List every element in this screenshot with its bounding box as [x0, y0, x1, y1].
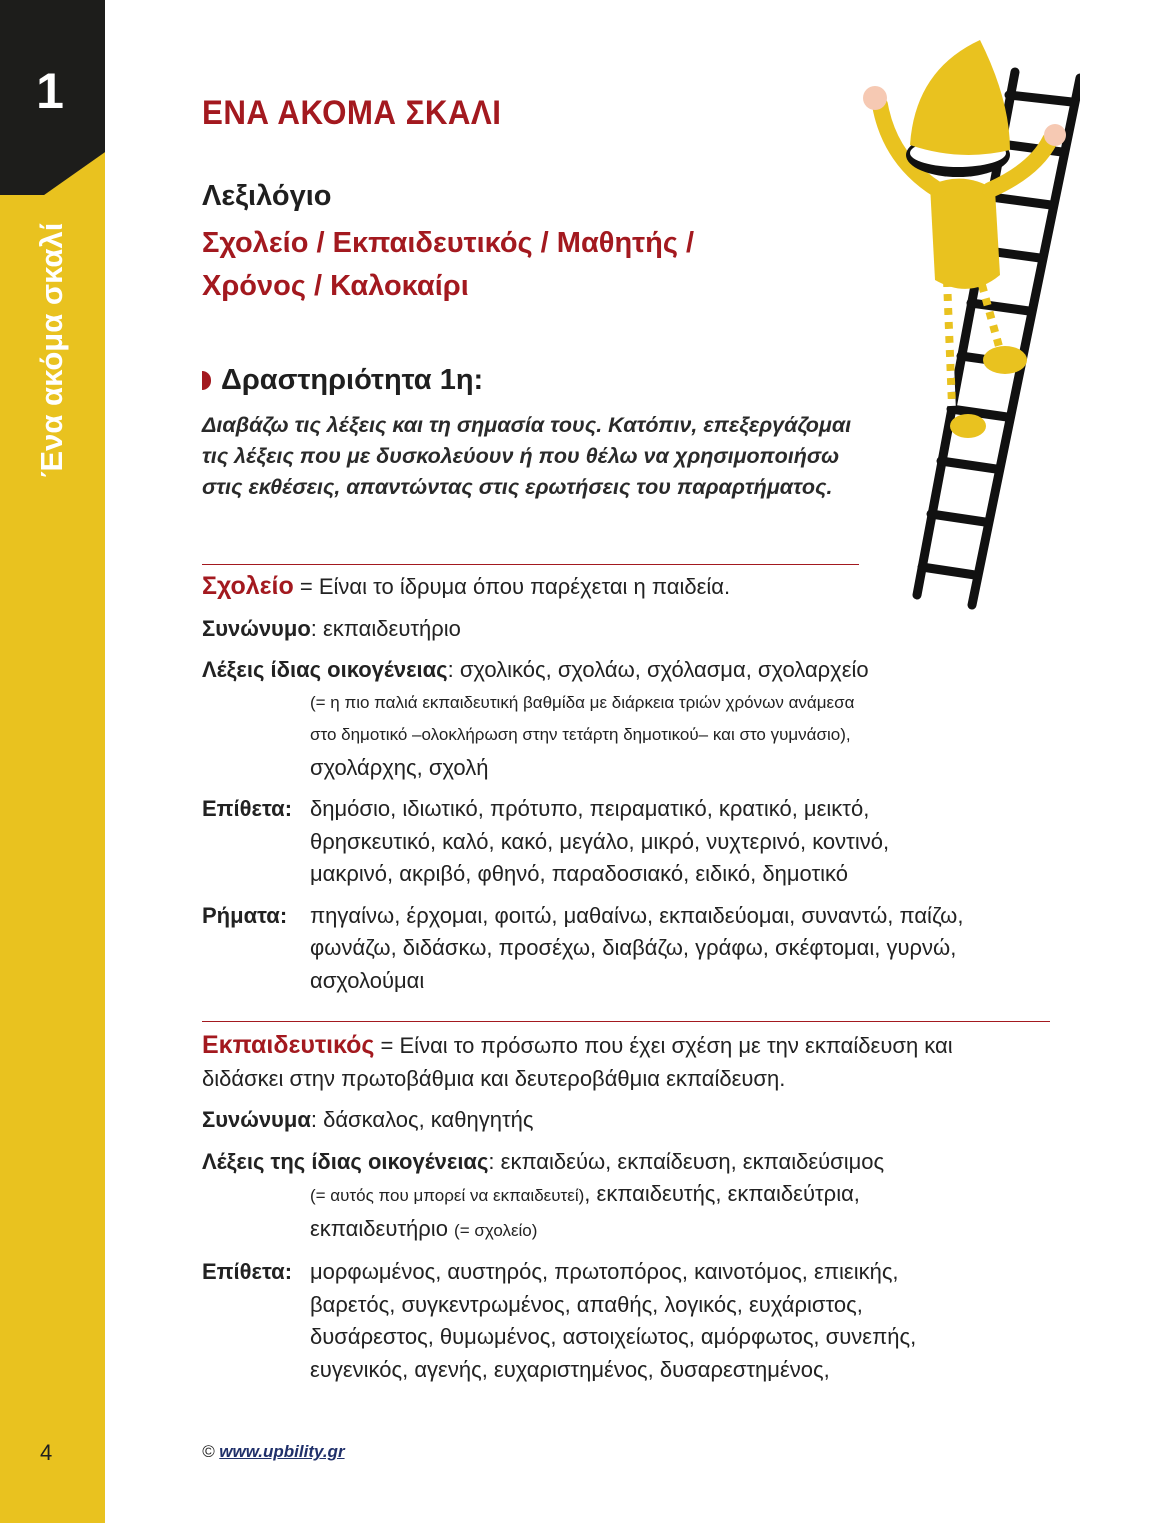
verbs-label: Ρήματα: — [202, 902, 288, 928]
family-note: (= αυτός που μπορεί να εκπαιδευτεί) — [310, 1186, 585, 1205]
synonym-values: : δάσκαλος, καθηγητής — [310, 1107, 534, 1132]
family-last-note: (= σχολείο) — [454, 1220, 538, 1240]
adjectives-label: Επίθετα: — [202, 796, 293, 821]
adjectives-line: βαρετός, συγκεντρωμένος, απαθής, λογικός, ευχάριστος, — [310, 1291, 863, 1317]
adjectives-line: δημόσιο, ιδιωτικό, πρότυπο, πειραματικό, κρατικό, μεικτό, — [310, 796, 870, 821]
vocabulary-line-1: Σχολείο / Εκπαιδευτικός / Μαθητής / — [202, 227, 695, 259]
synonym-label: Συνώνυμο — [202, 615, 311, 641]
synonym-label: Συνώνυμα — [202, 1107, 311, 1132]
side-chapter-title: Ένα ακόμα σκαλί — [34, 222, 69, 478]
website-link[interactable]: www.upbility.gr — [219, 1442, 345, 1461]
family-note-1: (= η πιο παλιά εκπαιδευτική βαθμίδα με διάρκεια τριών χρόνων ανάμεσα — [310, 692, 855, 712]
term-school: Σχολείο — [202, 572, 294, 600]
family-last: εκπαιδευτήριο — [310, 1215, 455, 1241]
verbs-line: φωνάζω, διδάσκω, προσέχω, διαβάζω, γράφω, σκέφτομαι, γυρνώ, — [310, 935, 957, 960]
copyright — [202, 1442, 345, 1462]
verbs-line: πηγαίνω, έρχομαι, φοιτώ, μαθαίνω, εκπαιδεύομαι, συναντώ, παίζω, — [310, 902, 964, 928]
adjectives-row — [202, 793, 1062, 891]
family-cont: , εκπαιδευτής, εκπαιδεύτρια, — [584, 1181, 860, 1206]
educator-definition-cont: διδάσκει στην πρωτοβάθμια και δευτεροβάθμια εκπαίδευση. — [202, 1065, 786, 1091]
vocabulary-words — [202, 222, 782, 308]
entry-educator — [202, 1029, 1062, 1386]
educator-definition: = Είναι το πρόσωπο που έχει σχέση με την εκπαίδευση και — [374, 1033, 953, 1058]
activity-heading — [202, 364, 483, 397]
vocabulary-line-2: Χρόνος / Καλοκαίρι — [202, 270, 469, 302]
vocabulary-heading: Λεξιλόγιο — [202, 180, 332, 212]
entry-school — [202, 570, 1062, 997]
verbs-row — [202, 900, 1062, 998]
family-end: σχολάρχης, σχολή — [310, 754, 489, 780]
family-label: Λέξεις ίδιας οικογένειας — [202, 657, 448, 682]
adjectives-line: μορφωμένος, αυστηρός, πρωτοπόρος, καινοτόμος, επιεικής, — [310, 1259, 899, 1284]
family-label: Λέξεις της ίδιας οικογένειας — [202, 1148, 489, 1174]
family-values: : εκπαιδεύω, εκπαίδευση, εκπαιδεύσιμος — [488, 1148, 885, 1174]
adjectives-line: δυσάρεστος, θυμωμένος, αστοιχείωτος, αμόρφωτος, συνεπής, — [310, 1324, 917, 1349]
page-number: 4 — [40, 1440, 53, 1465]
school-definition: = Είναι το ίδρυμα όπου παρέχεται η παιδεία. — [293, 574, 731, 599]
adjectives-label: Επίθετα: — [202, 1259, 293, 1284]
adjectives-line: ευγενικός, αγενής, ευχαριστημένος, δυσαρεστημένος, — [310, 1356, 830, 1382]
section-divider — [202, 564, 859, 565]
copyright-symbol: © — [202, 1442, 215, 1461]
ladder-illustration — [850, 40, 1080, 610]
adjectives-row — [202, 1256, 1062, 1386]
page-title: ΕΝΑ ΑΚΟΜΑ ΣΚΑΛΙ — [202, 94, 502, 132]
section-divider — [202, 1021, 1050, 1022]
verbs-line: ασχολούμαι — [310, 967, 425, 993]
activity-heading-text: Δραστηριότητα 1η: — [221, 364, 484, 396]
term-educator: Εκπαιδευτικός — [202, 1031, 375, 1059]
family-values: : σχολικός, σχολάω, σχόλασμα, σχολαρχείο — [447, 657, 869, 682]
activity-instructions: Διαβάζω τις λέξεις και τη σημασία τους. Κατόπιν, επεξεργάζομαι τις λέξεις που με δυσκολεύουν ή που θέλω να χρησιμοποιήσω στις εκθέσεις, απαντώντας στις ερωτήσεις του παραρτήματος. — [202, 413, 852, 499]
bullet-icon — [202, 371, 211, 390]
adjectives-line: θρησκευτικό, καλό, κακό, μεγάλο, μικρό, νυχτερινό, κοντινό, — [310, 828, 890, 854]
family-note-2: στο δημοτικό –ολοκλήρωση στην τετάρτη δημοτικού– και στο γυμνάσιο), — [310, 725, 851, 744]
synonym-values: : εκπαιδευτήριο — [310, 615, 461, 641]
adjectives-line: μακρινό, ακριβό, φθηνό, παραδοσιακό, ειδικό, δημοτικό — [310, 861, 849, 886]
chapter-number: 1 — [36, 63, 64, 119]
